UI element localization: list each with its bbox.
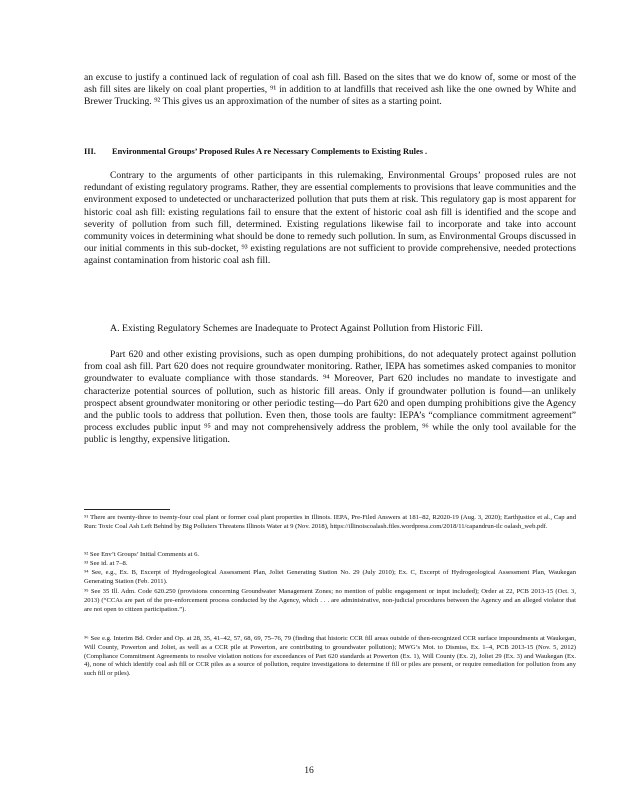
- part620-paragraph: Part 620 and other existing provisions, such as open dumping prohibitions, do not adequately protect against pollution from coal ash fill. Part 620 does not require groundwater monitoring. Rather, IEPA has sometimes asked companies to monitor groundwater to evaluate compliance with those standards. ⁹⁴ Moreover, Part 620 includes no mandate to investigate and characterize potential sources of pollution, such as historic fill areas. Only if groundwater pollution is found—an unlikely prospect absent groundwater monitoring or other periodic testing—do Part 620 and open dumping prohibitions give the Agency and the public tools to address that pollution. Even then, those tools are faulty: IEPA’s “compliance commitment agreement” process excludes public input ⁹⁵ and may not comprehensively address the problem, ⁹⁶ while the only tool available for the public is lengthy, expensive litigation.: [84, 349, 576, 446]
- footnote-93: ⁹³ See id. at 7–8.: [84, 560, 128, 567]
- footnote-92: ⁹² See Env’t Groups’ Initial Comments at 6.: [84, 551, 200, 558]
- footnote-separator: [84, 509, 170, 510]
- page-number: 16: [304, 765, 314, 776]
- intro-paragraph: an excuse to justify a continued lack of regulation of coal ash fill. Based on the sites that we do know of, some or most of the ash fill sites are likely on coal plant properties, ⁹¹ in addition to at landfills that received ash like the one owned by White and Brewer Trucking. ⁹² This gives us an approximation of the number of sites as a starting point.: [84, 72, 576, 108]
- footnote-95: ⁹⁵ See 35 Ill. Adm. Code 620.250 (provisions concerning Groundwater Management Zones; no mention of public engagement or input included); Order at 22, PCB 2013-15 (Oct. 3, 2013) (“CCAs are part of the pre-enforcement process conducted by the Agency, which . . . are administrative, non-judicial procedures between the Agency and an alleged violator that are not open to citizen participation.”).: [84, 588, 576, 613]
- footnote-91: ⁹¹ There are twenty-three to twenty-four coal plant or former coal plant properties in Illinois. IEPA, Pre-Filed Answers at 181–82, R2020-19 (Aug. 3, 2020); Earthjustice et al., Cap and Run: Toxic Coal Ash Left Behind by Big Polluters Threatens Illinois Water at 9 (Nov. 2018), https://illinoiscoalash.files.wordpress.com/2018/11/capandrun-ilc oalash_web.pdf.: [84, 514, 576, 530]
- section-heading: [84, 146, 576, 157]
- footnote-94: ⁹⁴ See, e.g., Ex. B, Excerpt of Hydrogeological Assessment Plan, Joliet Generating Station No. 29 (July 2010); Ex. C, Excerpt of Hydrogeological Assessment Plan, Waukegan Generating Station (Feb. 2011).: [84, 569, 576, 585]
- contrary-paragraph: Contrary to the arguments of other participants in this rulemaking, Environmental Groups’ proposed rules are not redundant of existing regulatory programs. Rather, they are essential complements to provisions that leave communities and the environment exposed to undetected or uncharacterized pollution that puts them at risk. This regulatory gap is most apparent for historic coal ash fill: existing regulations fail to ensure that the extent of historic coal ash fill is identified and the scope and severity of pollution from such fill, determined. Existing regulations likewise fail to incorporate and take into account community voices in determining what should be done to remedy such pollution. In sum, as Environmental Groups discussed in our initial comments in this sub-docket, ⁹³ existing regulations are not sufficient to provide comprehensive, needed protections against contamination from historic coal ash fill.: [84, 170, 576, 267]
- subheading-a: A. Existing Regulatory Schemes are Inadequate to Protect Against Pollution from Historic Fill.: [110, 323, 483, 334]
- section-title: Environmental Groups’ Proposed Rules A re Necessary Complements to Existing Rules .: [112, 147, 428, 156]
- section-number: III.: [84, 147, 96, 156]
- footnote-96: ⁹⁶ See e.g. Interim Bd. Order and Op. at 28, 35, 41–42, 57, 68, 69, 75–76, 79 (finding that historic CCR fill areas outside of then-recognized CCR surface impoundments at Waukegan, Will County, Powerton and Joliet, as well as a CCR pile at Powerton, are contributing to groundwater pollution); MWG’s Mot. to Dismiss, Ex. 1–4, PCB 2013-15 (Nov. 5, 2012) (Compliance Commitment Agreements to resolve violation notices for exceedances of Part 620 standards at Powerton (Ex. 1), Will County (Ex. 2), Joliet 29 (Ex. 3) and Waukegan (Ex. 4), none of which identify coal ash fill or CCR piles as a source of pollution, require investigations to determine if fill or piles are present, or require remediation for pollution from any such fill or piles).: [84, 635, 576, 678]
